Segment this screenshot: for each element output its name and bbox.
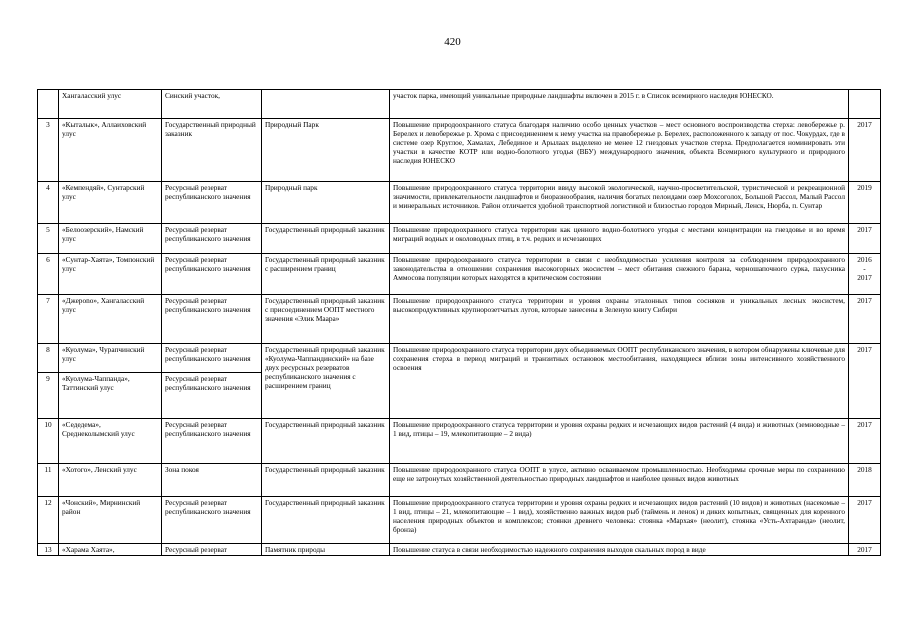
table-row xyxy=(38,497,881,544)
year-value: 2019 xyxy=(857,183,872,192)
proposed-status-cell: Природный парк xyxy=(262,182,390,224)
current-status-cell: Ресурсный резерват xyxy=(162,544,262,556)
year-value: 2017 xyxy=(857,345,872,354)
proposed-status-cell: Государственный природный заказник xyxy=(262,224,390,254)
row-number-cell: 11 xyxy=(38,464,59,497)
current-status-cell: Ресурсный резерват республиканского значения xyxy=(162,419,262,464)
table-row xyxy=(38,90,881,119)
year-cell xyxy=(849,224,881,254)
territory-cell: «Куолума», Чурапчинский улус xyxy=(59,344,162,373)
current-status-cell: Ресурсный резерват республиканского значения xyxy=(162,373,262,419)
year-cell xyxy=(849,90,881,119)
year-value: 2017 xyxy=(857,120,872,129)
territory-cell: «Харама Хаята», xyxy=(59,544,162,556)
current-status-cell: Ресурсный резерват республиканского значения xyxy=(162,254,262,295)
proposed-status-cell: Государственный природный заказник xyxy=(262,419,390,464)
year-value: 2017 xyxy=(857,498,872,507)
territory-cell: «Белоозерский», Намский улус xyxy=(59,224,162,254)
justification-cell: Повышение природоохранного статуса благодаря наличию особо ценных участков – мест основного воспроизводства стерха: левобережье р. Берелех и левобережье р. Хрома с присоединением к нему участка на правобережье р. Берелех, расположенного к западу от пос. Чокурдах, где в системе озер Круглое, Хамалах, Лебединое и Арылаах выделено не менее 12 гнездовых участков стерха. Предполагается номинировать эти участки в качестве КОТР или водно-болотного угодья (ВБУ) международного значения, объекта Всемирного культурного и природного наследия ЮНЕСКО xyxy=(390,119,849,182)
row-number-cell: 8 xyxy=(38,344,59,373)
territory-cell: «Джерono», Хангаласский улус xyxy=(59,295,162,344)
justification-cell: Повышение статуса в связи необходимостью надежного сохранения выходов скальных пород в виде xyxy=(390,544,849,556)
year-value: - xyxy=(863,264,866,273)
territory-cell: «Седедема», Среднеколымский улус xyxy=(59,419,162,464)
year-cell xyxy=(849,544,881,556)
page-number: 420 xyxy=(444,36,461,48)
table-row xyxy=(38,544,881,556)
year-cell xyxy=(849,344,881,419)
year-cell xyxy=(849,419,881,464)
year-value: 2017 xyxy=(857,225,872,234)
proposed-status-cell: Государственный природный заказник с присоединением ООПТ местного значения «Элик Маара» xyxy=(262,295,390,344)
year-cell xyxy=(849,497,881,544)
justification-cell: Повышение природоохранного статуса территории и уровня охраны эталонных типов сосняков и уникальных лесных экосистем, высокопродуктивных крупнорозетчатых лугов, которые занесены в Зеленую книгу Сибири xyxy=(390,295,849,344)
territory-cell: «Чонский», Мирнинский район xyxy=(59,497,162,544)
row-number-cell xyxy=(38,90,59,119)
proposed-status-cell: Государственный природный заказник с расширением границ xyxy=(262,254,390,295)
year-cell xyxy=(849,295,881,344)
row-number-cell: 13 xyxy=(38,544,59,556)
territory-cell: «Хотого», Ленский улус xyxy=(59,464,162,497)
proposed-status-cell: Государственный природный заказник xyxy=(262,497,390,544)
territory-cell: «Куолума-Чаппанда», Таттинский улус xyxy=(59,373,162,419)
table-row xyxy=(38,344,881,373)
justification-cell: Повышение природоохранного статуса территории как ценного водно-болотного угодья с местами концентрации на гнездовье и во время миграций водных и околоводных птиц, в т.ч. редких и исчезающих xyxy=(390,224,849,254)
year-value: 2017 xyxy=(857,273,872,282)
row-number-cell: 6 xyxy=(38,254,59,295)
territory-cell: Хангаласский улус xyxy=(59,90,162,119)
justification-cell: Повышение природоохранного статуса территории и уровня охраны редких и исчезающих видов растений (10 видов) и животных (насекомые – 1 вид, птицы – 21, млекопитающие – 1 вид), хозяйственно важных видов рыб (таймень и ленок) и диких копытных, священных для коренного населения природных объектов и комплексов; стоянки древнего человека: стоянка «Мархая» (неолит), стоянка «Усть-Ахтаранда» (неолит, бронза) xyxy=(390,497,849,544)
justification-cell: Повышение природоохранного статуса территории ввиду высокой экологической, научно-просветительской, туристической и рекреационной значимости, привлекательности ландшафтов и биоразнообразия, наличия богатых пелоидами озер Мохсоголох, Большой Рассол, Малый Рассол и минеральных источников. Район отличается удобной транспортной логистикой и близостью городов Мирный, Ленск, Нюрба, п. Сунтар xyxy=(390,182,849,224)
justification-cell: участок парка, имеющий уникальные природные ландшафты включен в 2015 г. в Список всемирного наследия ЮНЕСКО. xyxy=(390,90,849,119)
current-status-cell: Ресурсный резерват республиканского значения xyxy=(162,295,262,344)
year-value: 2017 xyxy=(857,420,872,429)
year-value: 2016 xyxy=(857,255,872,264)
row-number-cell: 7 xyxy=(38,295,59,344)
current-status-cell: Ресурсный резерват республиканского значения xyxy=(162,182,262,224)
row-number-cell: 9 xyxy=(38,373,59,419)
year-value: 2017 xyxy=(857,545,872,554)
year-cell xyxy=(849,254,881,295)
justification-cell: Повышение природоохранного статуса территории и уровня охраны редких и исчезающих видов растений (4 вида) и животных (земноводные – 1 вид, птицы – 19, млекопитающие – 2 вида) xyxy=(390,419,849,464)
proposed-status-cell: Государственный природный заказник «Куолума-Чаппандинский» на базе двух ресурсных резерватов республиканского значения с расширением границ xyxy=(262,344,390,419)
proposed-status-cell: Памятник природы xyxy=(262,544,390,556)
current-status-cell: Ресурсный резерват республиканского значения xyxy=(162,344,262,373)
table-row xyxy=(38,119,881,182)
table-row xyxy=(38,295,881,344)
row-number-cell: 4 xyxy=(38,182,59,224)
table-body xyxy=(38,90,881,556)
year-cell xyxy=(849,182,881,224)
table-row xyxy=(38,182,881,224)
justification-cell: Повышение природоохранного статуса территории двух объединяемых ООПТ республиканского значения, в котором обнаружены ключевые для сохранения стерха в период миграций и транзитных остановок местообитания, находящиеся вблизи зоны интенсивного хозяйственного освоения xyxy=(390,344,849,419)
justification-cell: Повышение природоохранного статуса ООПТ в улусе, активно осваиваемом промышленностью. Необходимы срочные меры по сохранению еще не затронутых хозяйственной деятельностью природных ландшафтов и наиболее ценных видов животных xyxy=(390,464,849,497)
territory-cell: «Сунтар-Хаята», Томпонский улус xyxy=(59,254,162,295)
row-number-cell: 12 xyxy=(38,497,59,544)
proposed-status-cell xyxy=(262,90,390,119)
year-value: 2018 xyxy=(857,465,872,474)
current-status-cell: Зона покоя xyxy=(162,464,262,497)
current-status-cell: Синский участок, xyxy=(162,90,262,119)
current-status-cell: Ресурсный резерват республиканского значения xyxy=(162,497,262,544)
row-number-cell: 3 xyxy=(38,119,59,182)
proposed-status-cell: Государственный природный заказник xyxy=(262,464,390,497)
current-status-cell: Ресурсный резерват республиканского значения xyxy=(162,224,262,254)
justification-cell: Повышение природоохранного статуса территории в связи с необходимостью усиления контроля за соблюдением природоохранного законодательства в отношении сохранения высокогорных экосистем – мест обитания снежного барана, черношапочного сурка, пахусника Аммосова популяции которых находятся в критическом состоянии xyxy=(390,254,849,295)
year-value: 2017 xyxy=(857,296,872,305)
year-cell xyxy=(849,119,881,182)
table-row xyxy=(38,419,881,464)
row-number-cell: 5 xyxy=(38,224,59,254)
row-number-cell: 10 xyxy=(38,419,59,464)
table-row xyxy=(38,224,881,254)
territory-cell: «Кыталык», Аллаиховский улус xyxy=(59,119,162,182)
year-cell xyxy=(849,464,881,497)
protected-areas-table xyxy=(37,89,881,556)
table-row xyxy=(38,254,881,295)
current-status-cell: Государственный природный заказник xyxy=(162,119,262,182)
proposed-status-cell: Природный Парк xyxy=(262,119,390,182)
territory-cell: «Кемпендяй», Сунтарский улус xyxy=(59,182,162,224)
table-row xyxy=(38,464,881,497)
